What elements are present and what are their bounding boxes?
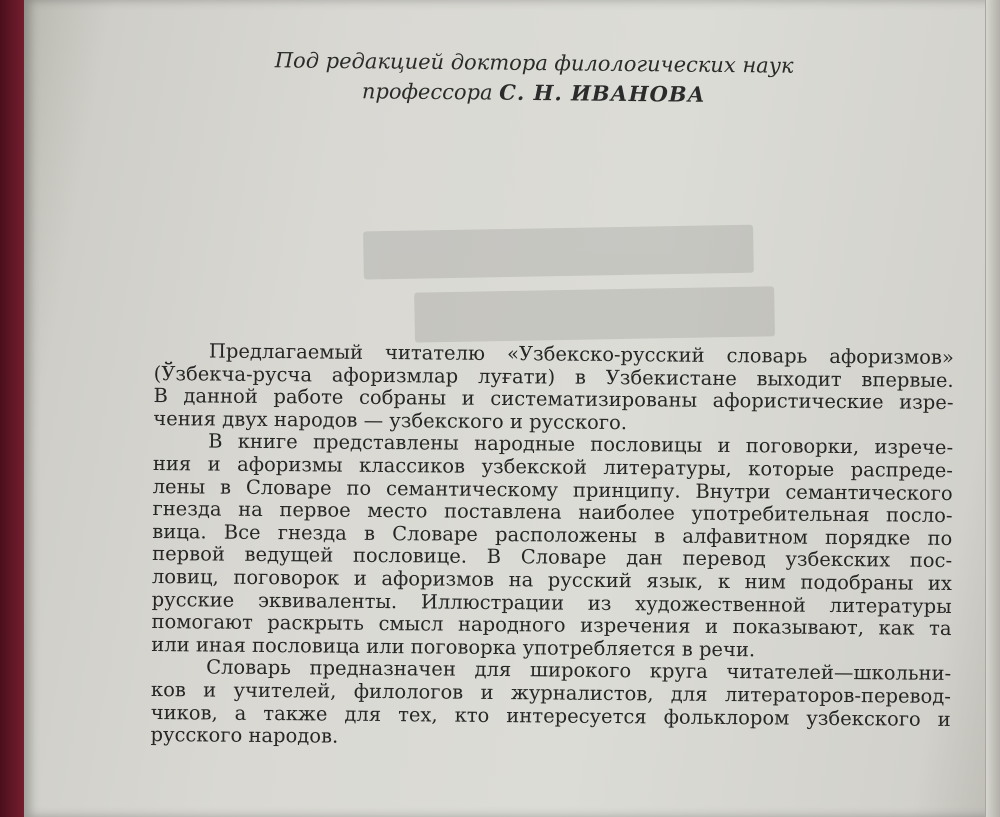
book-page: [24, 0, 1000, 817]
bleed-through-title: [353, 214, 775, 351]
editor-credit: [274, 45, 795, 110]
editor-title: профессора: [361, 79, 500, 105]
text-line: гнезда на первое место поставлена наиболее употребительная посло-: [152, 497, 953, 528]
annotation-text: [150, 340, 954, 754]
editor-name: С. Н. ИВАНОВА: [499, 79, 706, 107]
text-line: В книге представлены народные пословицы и поговорки, изрече-: [208, 429, 954, 460]
text-line: или иная пословица или поговорка употребляется в речи.: [151, 632, 756, 661]
text-line: русского народов.: [150, 723, 339, 748]
text-line: Предлагаемый читателю «Узбекско-русский словарь афоризмов»: [208, 339, 954, 369]
text-line: ков и учителей, филологов и журналистов, для литераторов-перевод-: [150, 677, 952, 708]
page-edge: [985, 0, 1000, 817]
text-line: ловиц, поговорок и афоризмов на русский язык, к ним подобраны их: [151, 564, 953, 595]
editor-line-2: [274, 75, 794, 110]
editor-line-1: Под редакцией доктора филологических наук: [274, 48, 794, 78]
text-line: чиков, а также для тех, кто интересуется фольклором узбекского и: [150, 700, 951, 731]
text-line: ния и афоризмы классиков узбекской литературы, которые распреде-: [152, 451, 953, 482]
text-line: вица. Все гнезда в Словаре расположены в алфавитном порядке по: [152, 519, 953, 550]
text-line: (Ўзбекча-русча афоризмлар луғати) в Узбекистане выходит впервые.: [153, 361, 954, 392]
text-line: чения двух народов — узбекского и русского.: [153, 406, 628, 434]
text-line: первой ведущей пословице. В Словаре дан перевод узбекских пос-: [152, 542, 953, 573]
text-line: помогают раскрыть смысл народного изречения и показывают, как та: [151, 610, 952, 641]
text-line: лены в Словаре по семантическому принципу. Внутри семантического: [152, 474, 953, 505]
text-line: В данной работе собраны и систематизированы афористические изре-: [153, 384, 954, 415]
text-line: Словарь предназначен для широкого круга читателей—школьни-: [206, 655, 952, 686]
text-line: русские эквиваленты. Иллюстрации из художественной литературы: [151, 587, 952, 618]
